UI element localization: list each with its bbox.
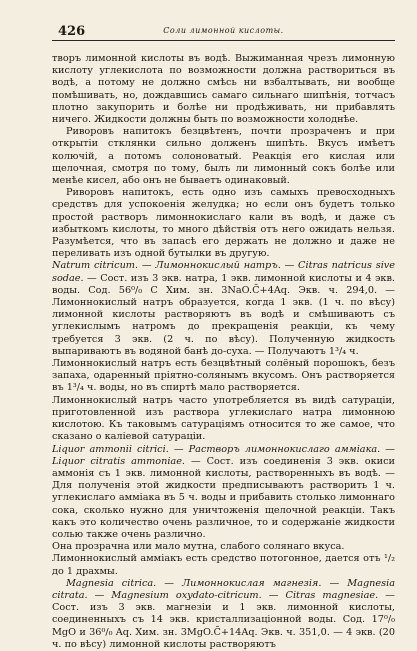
entry-magnesia-citrica — [52, 578, 395, 651]
paragraph-text: Она прозрачна или мало мутна, слабого солянаго вкуса. — [52, 541, 345, 553]
page-number: 426 — [58, 24, 86, 39]
page-body — [52, 53, 395, 651]
paragraph-text: Риворовъ напитокъ безцвѣтенъ, почти прозраченъ и при открытіи стклянки сильно долженъ шипѣть. Вкусъ имѣетъ колючій, а потомъ солоноватый. Реакція его кислая или щелочная, смотря по тому, былъ ли лимонный сокъ болѣе или менѣе кисел, або онъ не бываетъ одинаковый. — [52, 126, 395, 187]
paragraph — [52, 553, 395, 577]
page-header — [52, 26, 395, 41]
entry-heading: Magnesia citrica. — Лимоннокислая магнезія. — Magnesia citrata. — Magnesium oxydato-citricum. — Citras magnesiae. — [52, 577, 395, 601]
paragraph-text: — Сост. изъ соединенія 3 экв. окиси аммонія съ 1 экв. лимонной кислоты, растворенныхъ въ водѣ. — Для полученія этой жидкости предписываютъ растворить 1 ч. углекислаго аммiака въ 5 ч. воды и прибавить столько лимоннаго сока, сколько нужно для уничтоженія щелочной реакціи. Такъ какъ это количество очень различное, то и содержаніе жидкости солью также очень различно. — [52, 455, 395, 540]
entry-heading: Natrum citricum. — Лимоннокислый натръ. — Citras natricus sive sodae. — [52, 260, 395, 284]
paragraph-text: Риворовъ напитокъ, есть одно изъ самыхъ превосходныхъ средствъ для успокоенія желудка; но если онъ будетъ только простой растворъ лимоннокислаго кали въ водѣ, и даже съ избыткомъ кислоты, то много дѣйствія отъ него ожидать нельзя. Разумѣется, что въ запасѣ его держать не должно и даже не переливать изъ одной бутылки въ другую. — [52, 187, 395, 260]
paragraph — [52, 187, 395, 260]
paragraph — [52, 395, 395, 444]
paragraph-text: творъ лимонной кислоты въ водѣ. Выжиманная чрезъ лимонную кислоту углекислота по возможности должна раствориться въ водѣ, а потому не должно смѣсь ни взбалтывать, ни вообще помѣшивать, но, дождавшись самаго сильнаго шипѣнія, тотчасъ плотно закупорить и болѣе ни продѣживать, ни прибавлять ничего. Жидкости должны быть по возможности холоднѣе. — [52, 53, 395, 126]
paragraph — [52, 541, 395, 553]
entry-natrum-citricum — [52, 260, 395, 358]
paragraph — [52, 358, 395, 395]
entry-heading: Liquor ammonii citrici. — Растворъ лимоннокислаго аммiака. — Liquor citratis ammoniae. — [52, 443, 395, 467]
entry-liquor-ammonii-citrici — [52, 444, 395, 542]
paragraph-text: Лимоннокислый аммiакъ есть средство потогонное, дается отъ ¹/₂ до 1 драхмы. — [52, 553, 395, 577]
running-title: Соли лимонной кислоты. — [163, 26, 284, 35]
paragraph-text: Лимоннокислый натръ есть безцвѣтный солёный порошокъ, безъ запаха, одаренный пріятно-солянымъ вкусомъ. Онъ растворяется въ 1³/₄ ч. воды, но въ спиртѣ мало растворяется. — [52, 358, 395, 394]
paragraph-text: — Сост. изъ 3 экв. магнезіи и 1 экв. лимонной кислоты, соединенныхъ съ 14 экв. кристаллизаціонной воды. Сод. 17⁰/₀ MgO и 36⁰/₀ Aq. Хим. зн. 3MgO.C̄+14Aq. Экв. ч. 351,0. — 4 экв. (20 ч. по вѣсу) лимонной кислоты растворяютъ — [52, 589, 395, 650]
paragraph — [52, 126, 395, 187]
paragraph — [52, 53, 395, 126]
paragraph-text: — Сост. изъ 3 экв. натра, 1 экв. лимонной кислоты и 4 экв. воды. Сод. 56⁰/₀ C Хим. зн. 3NaO.C̄+4Aq. Экв. ч. 294,0. — Лимоннокислый натръ образуется, когда 1 экв. (1 ч. по вѣсу) лимонной кислоты растворяютъ въ водѣ и смѣшиваютъ съ углекислымъ натромъ до прекращенія реакціи, къ чему требуется 3 экв. (2 ч. по вѣсу). Полученную жидкость выпариваютъ въ водяной банѣ до-суха. — Получаютъ 1³/₄ ч. — [52, 272, 395, 357]
paragraph-text: Лимоннокислый натръ часто употребляется въ видѣ сатураціи, приготовленной изъ раствора углекислаго натра лимонною кислотою. Къ таковымъ сатураціямъ относится то же самое, что сказано о каліевой сатураціи. — [52, 394, 395, 443]
